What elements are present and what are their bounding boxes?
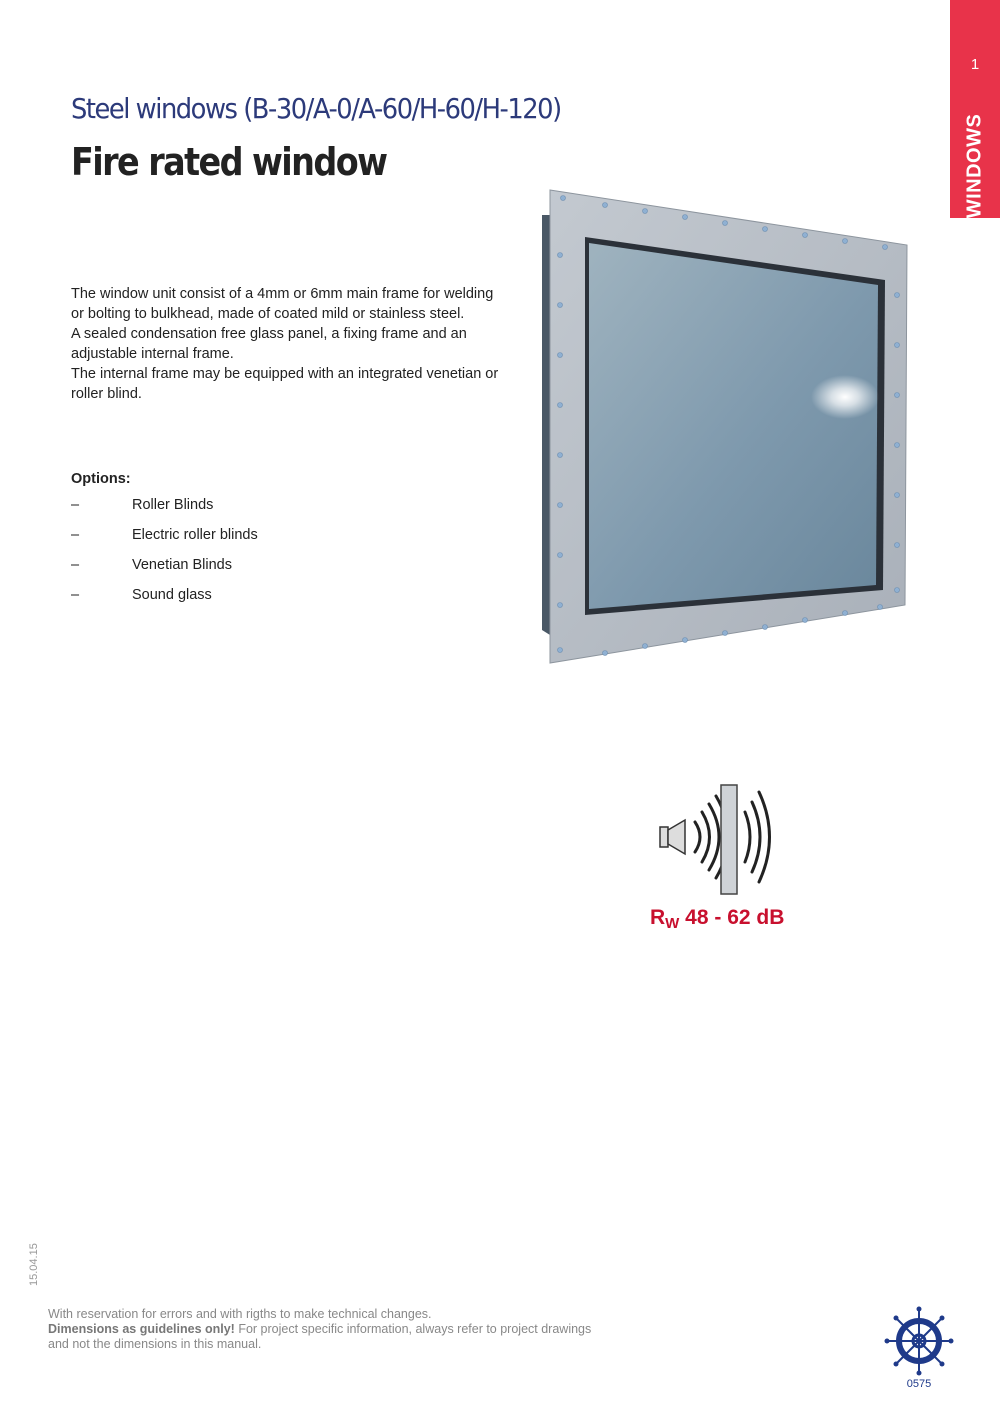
page-subtitle: Steel windows (B-30/A-0/A-60/H-60/H-120) <box>71 92 561 125</box>
window-illustration <box>535 185 915 665</box>
section-label: WINDOWS <box>963 113 986 219</box>
section-tab <box>950 0 1000 218</box>
dash: – <box>71 527 80 543</box>
ships-wheel-icon <box>880 1305 958 1377</box>
footer-disclaimer <box>48 1307 608 1352</box>
list-item <box>71 555 471 585</box>
page-title: Fire rated window <box>71 140 387 184</box>
dash: – <box>71 557 80 573</box>
sound-insulation-icon <box>655 782 785 897</box>
option-label: Electric roller blinds <box>132 527 258 543</box>
rating-prefix: R <box>650 906 666 929</box>
list-item <box>71 495 471 525</box>
options-heading: Options: <box>71 471 131 487</box>
revision-date: 15.04.15 <box>28 1243 40 1286</box>
option-label: Sound glass <box>132 587 212 603</box>
option-label: Roller Blinds <box>132 497 214 513</box>
description-line: The window unit consist of a 4mm or 6mm main frame for welding or bolting to bulkhead, made of coated mild or stainless steel. <box>71 286 494 322</box>
rating-subscript: W <box>665 915 680 932</box>
options-section <box>71 469 471 615</box>
footer-line: With reservation for errors and with rigths to make technical changes. <box>48 1307 432 1321</box>
rating-value: 48 - 62 dB <box>679 906 785 929</box>
certification-number: 0575 <box>906 1378 932 1390</box>
footer-line <box>48 1322 608 1352</box>
description-line: The internal frame may be equipped with an integrated venetian or roller blind. <box>71 366 499 402</box>
description-line: A sealed condensation free glass panel, a fixing frame and an adjustable internal frame. <box>71 326 467 362</box>
list-item <box>71 585 471 615</box>
page-number: 1 <box>970 56 980 73</box>
product-description <box>71 284 501 404</box>
footer-bold: Dimensions as guidelines only! <box>48 1322 235 1336</box>
dash: – <box>71 587 80 603</box>
option-label: Venetian Blinds <box>132 557 232 573</box>
list-item <box>71 525 471 555</box>
dash: – <box>71 497 80 513</box>
sound-rating <box>650 906 784 930</box>
footer-rest: For project specific information, always refer to project drawings and not the dimensions in this manual. <box>48 1322 592 1351</box>
options-list <box>71 495 471 615</box>
